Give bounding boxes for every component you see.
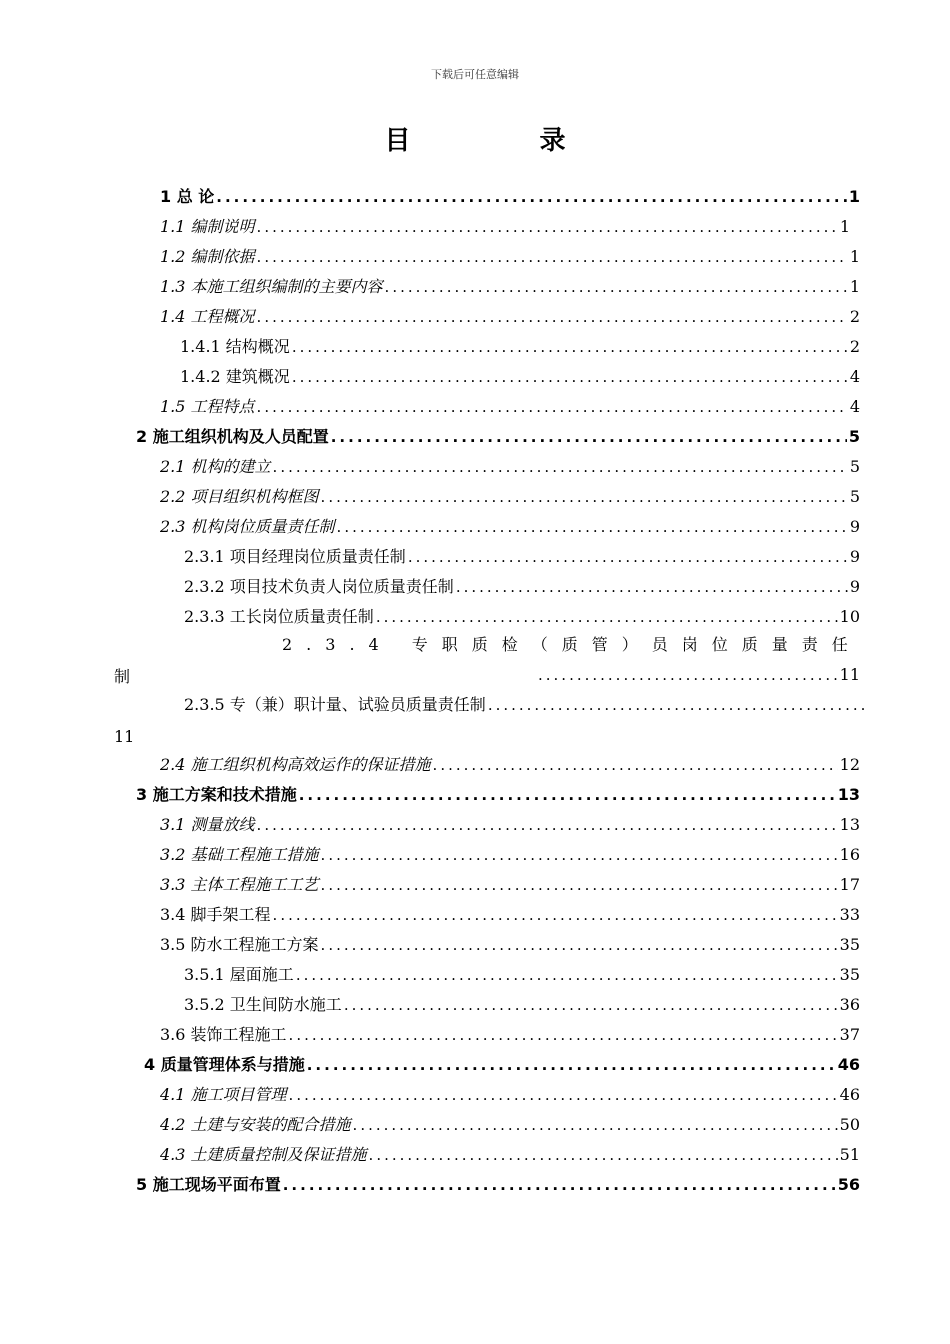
- leader-dots: [299, 780, 836, 810]
- leader-dots: [538, 660, 838, 690]
- toc-entry-page: 35: [839, 965, 860, 984]
- toc-entry-label: 3.2 基础工程施工措施: [160, 845, 319, 864]
- leader-dots: [289, 1080, 838, 1110]
- toc-entry[interactable]: [160, 392, 860, 422]
- toc-entry-label: 1 总 论: [160, 187, 215, 206]
- toc-entry-label: 3.3 主体工程施工工艺: [160, 875, 319, 894]
- toc-entry-page: 56: [837, 1175, 860, 1194]
- toc-entry-page: 9: [849, 517, 860, 536]
- leader-dots: [385, 272, 848, 302]
- toc-entry-label: 1.3 本施工组织编制的主要内容: [160, 277, 383, 296]
- toc-entry-label: 3.5.1 屋面施工: [184, 965, 294, 984]
- toc-entry[interactable]: [160, 900, 860, 930]
- toc-entry-justified[interactable]: [282, 630, 860, 660]
- toc-entry-page: 1: [849, 277, 860, 296]
- toc-entry[interactable]: [184, 542, 860, 572]
- leader-dots: [257, 242, 848, 272]
- toc-entry-label: 4.3 土建质量控制及保证措施: [160, 1145, 367, 1164]
- leader-dots: [292, 332, 848, 362]
- toc-entry-label: 4.1 施工项目管理: [160, 1085, 287, 1104]
- toc-entry[interactable]: [160, 840, 860, 870]
- toc-entry[interactable]: [180, 332, 860, 362]
- leader-dots: [257, 212, 838, 242]
- leader-dots: [337, 512, 848, 542]
- leader-dots: [283, 1170, 836, 1200]
- toc-entry-page: 10: [839, 607, 860, 626]
- leader-dots: [257, 392, 848, 422]
- toc-entry-label: 2.4 施工组织机构高效运作的保证措施: [160, 755, 431, 774]
- leader-dots: [257, 810, 838, 840]
- toc-entry-page: 50: [839, 1115, 860, 1134]
- leader-dots: [292, 362, 848, 392]
- toc-entry-label: 2.1 机构的建立: [160, 457, 271, 476]
- toc-entry[interactable]: [160, 1080, 860, 1110]
- toc-entry[interactable]: [184, 960, 860, 990]
- toc-entry[interactable]: [160, 212, 850, 242]
- toc-entry-label: 1.5 工程特点: [160, 397, 255, 416]
- toc-entry[interactable]: [160, 750, 860, 780]
- leader-dots: [369, 1140, 838, 1170]
- toc-entry-page: 11: [839, 665, 860, 684]
- leader-dots: [408, 542, 848, 572]
- leader-dots: [307, 1050, 836, 1080]
- toc-entry-page: 17: [839, 875, 860, 894]
- toc-entry[interactable]: [144, 1050, 860, 1080]
- toc-entry-page: 1: [848, 187, 860, 206]
- toc-entry-page: 4: [849, 367, 860, 386]
- toc-entry-page: 1: [849, 247, 860, 266]
- toc-entry-page: 13: [839, 815, 860, 834]
- toc-entry[interactable]: [160, 870, 860, 900]
- toc-entry-label: 3.5 防水工程施工方案: [160, 935, 319, 954]
- toc-entry-label: 2.3.1 项目经理岗位质量责任制: [184, 547, 406, 566]
- leader-dots: [296, 960, 838, 990]
- toc-entry-label: 4 质量管理体系与措施: [144, 1055, 305, 1074]
- toc-entry[interactable]: [160, 810, 860, 840]
- toc-entry-label: 1.4.1 结构概况: [180, 337, 290, 356]
- toc-entry-page: 33: [839, 905, 860, 924]
- toc-entry[interactable]: [160, 302, 860, 332]
- leader-dots: [273, 900, 838, 930]
- toc-entry[interactable]: [160, 242, 860, 272]
- toc-entry-page: 36: [839, 995, 860, 1014]
- toc-entry-page: 12: [839, 755, 860, 774]
- toc-entry-label: 3 施工方案和技术措施: [136, 785, 297, 804]
- toc-entry-page: 5: [848, 427, 860, 446]
- toc-entry[interactable]: [180, 362, 860, 392]
- toc-entry-page: 37: [839, 1025, 860, 1044]
- toc-entry[interactable]: [160, 182, 860, 212]
- toc-entry[interactable]: [136, 1170, 860, 1200]
- toc-entry-label: 2 施工组织机构及人员配置: [136, 427, 329, 446]
- toc-entry-label: 5 施工现场平面布置: [136, 1175, 281, 1194]
- toc-entry-page: 9: [849, 547, 860, 566]
- leader-dots: [456, 572, 848, 602]
- toc-entry-label: 4.2 土建与安装的配合措施: [160, 1115, 351, 1134]
- toc-entry-page: 1: [839, 217, 850, 236]
- leader-dots: [488, 690, 864, 720]
- toc-entry[interactable]: [136, 780, 860, 810]
- toc-entry-label-tail: 制: [114, 667, 131, 686]
- toc-entry-label: 3.5.2 卫生间防水施工: [184, 995, 342, 1014]
- leader-dots: [321, 482, 848, 512]
- leader-dots: [216, 182, 847, 212]
- toc-entry-label: 2.3.3 工长岗位质量责任制: [184, 607, 374, 626]
- toc-entry-page: 16: [839, 845, 860, 864]
- toc-entry[interactable]: [184, 602, 860, 632]
- toc-entry-page: 5: [849, 457, 860, 476]
- toc-entry-page: 13: [837, 785, 860, 804]
- toc-entry-page: 4: [849, 397, 860, 416]
- toc-entry-page: 2: [849, 337, 860, 356]
- leader-dots: [433, 750, 838, 780]
- toc-entry-page: 5: [849, 487, 860, 506]
- leader-dots: [273, 452, 848, 482]
- toc-entry[interactable]: [160, 452, 860, 482]
- toc-entry[interactable]: [184, 690, 866, 720]
- toc-entry-page: 46: [837, 1055, 860, 1074]
- toc-entry-label: 2.3.4 专职质检（质管）员岗位质量责任: [282, 635, 862, 654]
- toc-entry-label: 1.4 工程概况: [160, 307, 255, 326]
- toc-entry[interactable]: [184, 990, 860, 1020]
- toc-entry[interactable]: [160, 272, 860, 302]
- toc-entry[interactable]: [160, 1140, 860, 1170]
- toc-entry-label: 2.3.5 专（兼）职计量、试验员质量责任制: [184, 695, 486, 714]
- toc-entry[interactable]: [160, 930, 860, 960]
- toc-entry-page: 11: [114, 727, 135, 746]
- header-note: 下载后可任意编辑: [431, 68, 519, 81]
- leader-dots: [321, 840, 838, 870]
- leader-dots: [331, 422, 847, 452]
- toc-entry-page: 2: [849, 307, 860, 326]
- toc-entry[interactable]: [136, 422, 860, 452]
- toc-entry-label: 3.6 装饰工程施工: [160, 1025, 287, 1044]
- toc-entry-label: 1.2 编制依据: [160, 247, 255, 266]
- toc-entry[interactable]: [160, 1110, 860, 1140]
- leader-dots: [321, 870, 838, 900]
- toc-entry-label: 1.4.2 建筑概况: [180, 367, 290, 386]
- leader-dots: [289, 1020, 838, 1050]
- leader-dots: [344, 990, 838, 1020]
- leader-dots: [353, 1110, 838, 1140]
- leader-dots: [376, 602, 838, 632]
- toc-entry-label: 2.2 项目组织机构框图: [160, 487, 319, 506]
- toc-entry[interactable]: [184, 572, 860, 602]
- toc-entry-label: 2.3.2 项目技术负责人岗位质量责任制: [184, 577, 454, 596]
- toc-entry-label: 3.1 测量放线: [160, 815, 255, 834]
- toc-entry[interactable]: [160, 512, 860, 542]
- toc-entry-page: 51: [839, 1145, 860, 1164]
- toc-entry-label: 1.1 编制说明: [160, 217, 255, 236]
- toc-entry-page: 9: [849, 577, 860, 596]
- toc-entry[interactable]: [160, 1020, 860, 1050]
- toc-entry[interactable]: [536, 660, 860, 690]
- page-title: 目 录: [384, 126, 626, 156]
- toc-entry-page: 46: [839, 1085, 860, 1104]
- leader-dots: [321, 930, 838, 960]
- toc-entry[interactable]: [160, 482, 860, 512]
- leader-dots: [257, 302, 848, 332]
- toc-entry-page: 35: [839, 935, 860, 954]
- toc-entry-label: 3.4 脚手架工程: [160, 905, 271, 924]
- toc-entry-label: 2.3 机构岗位质量责任制: [160, 517, 335, 536]
